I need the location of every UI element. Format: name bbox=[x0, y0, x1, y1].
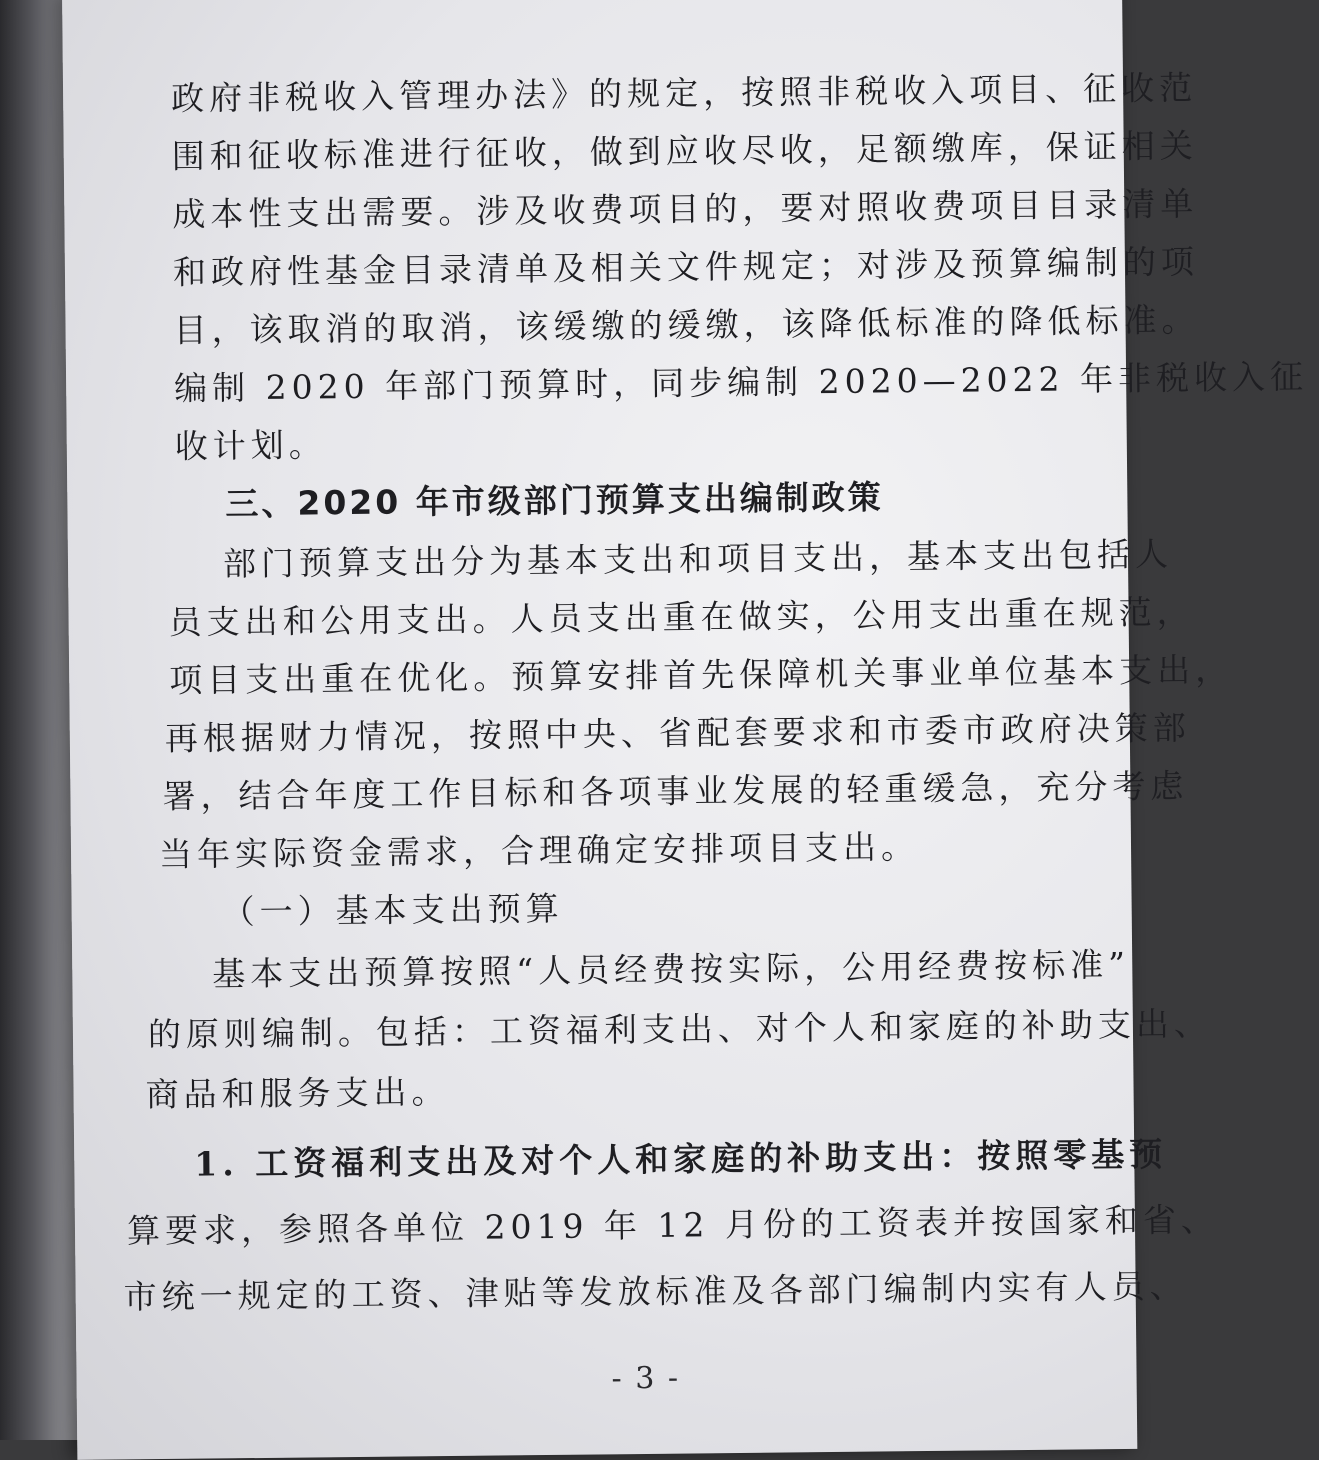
section-line-6: 当年实际资金需求，合理确定安排项目支出。 bbox=[158, 827, 920, 875]
section-heading: 三、2020 年市级部门预算支出编制政策 bbox=[225, 477, 884, 524]
section-line-3: 项目支出重在优化。预算安排首先保障机关事业单位基本支出， bbox=[169, 649, 1234, 700]
item-line-1: 1. 工资福利支出及对个人和家庭的补助支出：按照零基预 bbox=[194, 1134, 1168, 1184]
basic-line-2: 的原则编制。包括：工资福利支出、对个人和家庭的补助支出、 bbox=[147, 1004, 1213, 1055]
body-line-2: 围和征收标准进行征收，做到应收尽收，足额缴库，保证相关 bbox=[171, 126, 1198, 176]
subheading: （一）基本支出预算 bbox=[221, 888, 564, 932]
body-line-6: 编制 2020 年部门预算时，同步编制 2020—2022 年非税收入征 bbox=[173, 356, 1309, 408]
page-number: - 3 - bbox=[611, 1360, 681, 1397]
body-line-5: 目，该取消的取消，该缓缴的缓缴，该降低标准的降低标准。 bbox=[173, 300, 1200, 350]
section-line-1: 部门预算支出分为基本支出和项目支出，基本支出包括人 bbox=[222, 534, 1174, 584]
section-line-5: 署，结合年度工作目标和各项事业发展的轻重缓急，充分考虑 bbox=[162, 766, 1189, 816]
item-line-3: 市统一规定的工资、津贴等发放标准及各部门编制内实有人员、 bbox=[123, 1266, 1188, 1317]
document-page bbox=[62, 0, 1309, 1460]
section-line-2: 员支出和公用支出。人员支出重在做实，公用支出重在规范， bbox=[168, 592, 1195, 642]
basic-line-3: 商品和服务支出。 bbox=[145, 1072, 450, 1115]
basic-line-1: 基本支出预算按照“人员经费按实际，公用经费按标准” bbox=[212, 944, 1131, 994]
body-line-1: 政府非税收入管理办法》的规定，按照非税收入项目、征收范 bbox=[170, 68, 1198, 118]
item-line-2: 算要求，参照各单位 2019 年 12 月份的工资表并按国家和省、 bbox=[126, 1199, 1220, 1251]
body-line-4: 和政府性基金目录清单及相关文件规定；对涉及预算编制的项 bbox=[172, 242, 1200, 292]
body-line-3: 成本性支出需要。涉及收费项目的，要对照收费项目目录清单 bbox=[172, 184, 1199, 234]
section-line-4: 再根据财力情况，按照中央、省配套要求和市委市政府决策部 bbox=[164, 708, 1191, 758]
body-line-7: 收计划。 bbox=[174, 425, 327, 466]
